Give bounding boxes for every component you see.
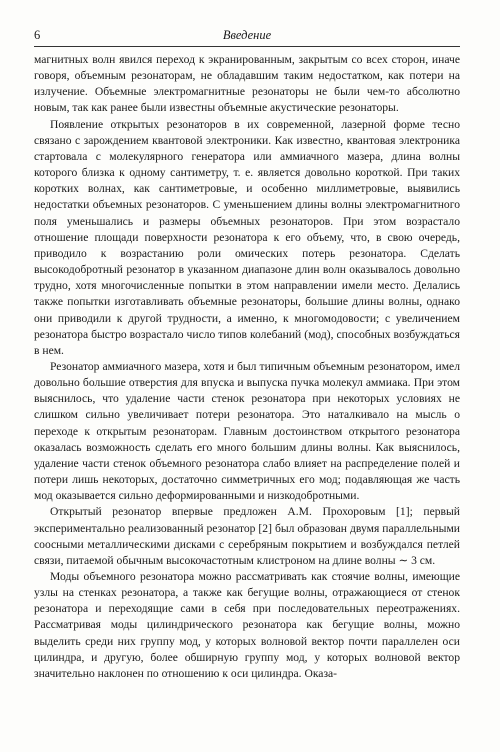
body-text [34,52,460,682]
page-header [34,26,460,47]
paragraph: Открытый резонатор впервые предложен А.М. Прохоровым [1]; первый экспериментально реализованный резонатор [2] был образован двумя параллельными соосными металлическими дисками с серебряным покрытием и возбуждался петлей связи, питаемой обычным высокочастотным клистроном на длине волны ∼ 3 см. [34,505,460,567]
page-number: 6 [34,28,41,42]
paragraph: Моды объемного резонатора можно рассматривать как стоячие волны, имеющие узлы на стенках резонатора, а также как бегущие волны, отражающиеся от стенок резонатора и переходящие сами в себя при последовательных переотражениях. Рассматривая моды цилиндрического резонатора как бегущие волны, можно выделить среди них группу мод, у которых волновой вектор почти параллелен оси цилиндра, и другую, более обширную группу мод, у которых волновой вектор значительно наклонен по отношению к оси цилиндра. Оказа- [34,570,460,680]
paragraph: магнитных волн явился переход к экранированным, закрытым со всех сторон, иначе говоря, объемным резонаторам, не обладавшим таким недостатком, как потери на излучение. Объемные электромагнитные резонаторы не были чем-то абсолютно новым, так как ранее были известны объемные акустические резонаторы. [34,53,460,115]
paragraph: Появление открытых резонаторов в их современной, лазерной форме тесно связано с зарождением квантовой электроники. Как известно, квантовая электроника стартовала с молекулярного генератора или аммиачного мазера, длина волны которого близка к одному сантиметру, т. е. является довольно короткой. При таких коротких волнах, как сантиметровые, и особенно миллиметровые, выявились недостатки объемных резонаторов. С уменьшением длины волны электромагнитного поля уменьшались и размеры объемных резонаторов. При этом возрастало отношение площади поверхности резонатора к его объему, что, в свою очередь, приводило к возрастанию роли омических потерь резонатора. Сделать высокодобротный резонатор в указанном диапазоне длин волн оказывалось довольно трудно, хотя многочисленные попытки в этом направлении имели место. Делались также попытки изготавливать объемные резонаторы, большие длины волны, однако они приводили к другой трудности, а именно, к многомодовости; с увеличением резонатора быстро возрастало число типов колебаний (мод), способных возбуждаться в нем. [34,117,460,357]
running-title: Введение [222,28,272,42]
paragraph: Резонатор аммиачного мазера, хотя и был типичным объемным резонатором, имел довольно большие отверстия для впуска и выпуска пучка молекул аммиака. При этом выяснилось, что удаление части стенок резонатора при некоторых условиях не слишком сильно увеличивает потери резонатора. Это наталкивало на мысль о переходе к открытым резонаторам. Главным достоинством открытого резонатора оказалась возможность сделать его много большим длины волны. Как выяснилось, удаление части стенок объемного резонатора слабо влияет на распределение полей и потери лишь некоторых, достаточно симметричных его мод; подавляющая же часть мод оказывается сильно деформированными и низкодобротными. [34,359,460,503]
